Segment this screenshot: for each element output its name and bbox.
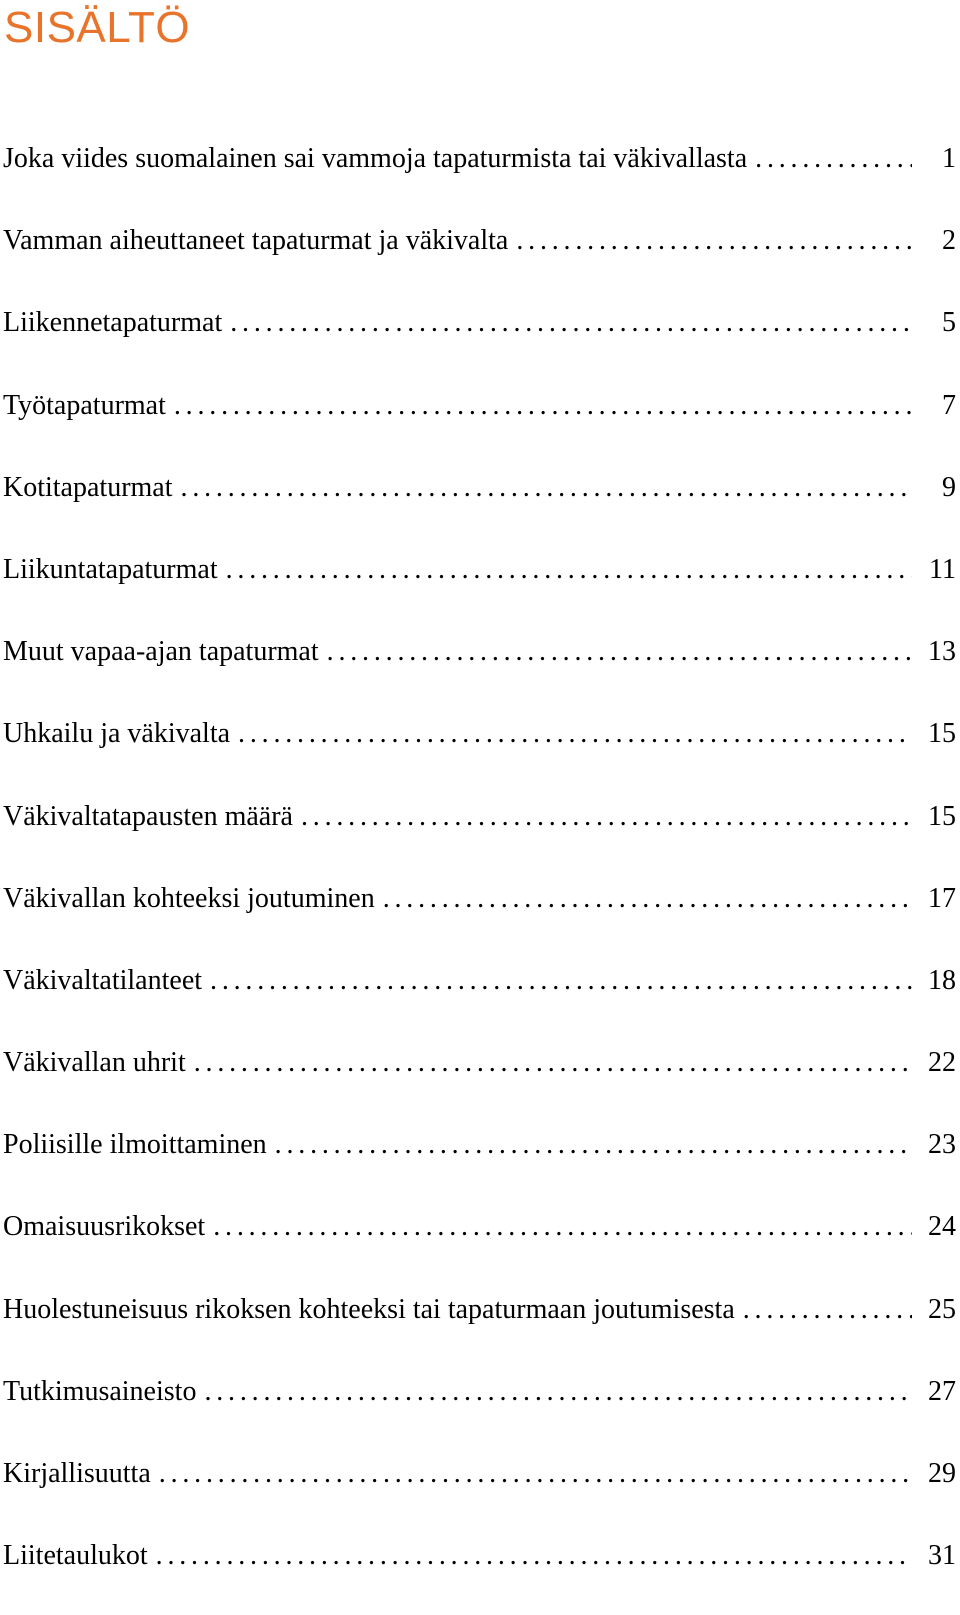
toc-entry-page: 27 [928, 1375, 956, 1407]
toc-entry [0, 711, 960, 793]
toc-entry-page: 2 [942, 225, 956, 257]
toc-dot-leader [204, 1369, 912, 1415]
toc-entry-page: 24 [928, 1211, 956, 1243]
toc-entry [0, 794, 960, 876]
toc-dot-leader [327, 629, 912, 675]
toc-entry-title: Huolestuneisuus rikoksen kohteeksi tai tapaturmaan joutumisesta [3, 1293, 735, 1325]
page-title: SISÄLTÖ [4, 3, 191, 52]
toc-entry-title: Kirjallisuutta [3, 1458, 151, 1489]
toc-entry-page: 15 [928, 800, 956, 832]
toc-entry [0, 300, 960, 382]
toc-entry-title: Työtapaturmat [3, 389, 166, 421]
toc-dot-leader [174, 383, 912, 429]
toc-entry-title: Vamman aiheuttaneet tapaturmat ja väkivalta [3, 225, 509, 257]
toc-entry [0, 876, 960, 958]
toc-dot-leader [238, 711, 912, 757]
toc-entry [0, 1122, 960, 1204]
toc-entry-title: Liitetaulukot [3, 1540, 148, 1572]
toc-entry-title: Väkivaltatapausten määrä [3, 800, 293, 832]
toc-entry-page: 15 [928, 718, 956, 750]
toc-entry-page: 13 [928, 636, 956, 668]
toc-entry-page: 31 [928, 1540, 956, 1572]
toc-entry [0, 1204, 960, 1286]
toc-dot-leader [226, 547, 912, 593]
toc-entry-page: 22 [928, 1047, 956, 1079]
toc-entry [0, 383, 960, 465]
toc-dot-leader [383, 876, 912, 922]
toc-entry-title: Poliisille ilmoittaminen [3, 1129, 267, 1161]
toc-entry [0, 958, 960, 1040]
toc-dot-leader [213, 1204, 912, 1250]
toc-entry-page: 25 [928, 1293, 956, 1325]
toc-entry-title: Tutkimusaineisto [3, 1375, 197, 1407]
toc-entry-title: Väkivaltatilanteet [3, 964, 203, 996]
toc-dot-leader [156, 1533, 912, 1579]
toc-dot-leader [755, 136, 912, 182]
toc-entry [0, 1287, 960, 1369]
toc-dot-leader [194, 1040, 912, 1086]
toc-entry [0, 218, 960, 300]
toc-dot-leader [301, 794, 912, 840]
toc-entry-title: Liikuntatapaturmat [3, 553, 218, 585]
toc-dot-leader [210, 958, 912, 1004]
toc-entry [0, 465, 960, 547]
toc-dot-leader [181, 465, 912, 511]
toc-entry [0, 1533, 960, 1615]
toc-entry [0, 1040, 960, 1122]
toc-dot-leader [743, 1287, 912, 1333]
toc-entry [0, 136, 960, 218]
toc-entry-title: Omaisuusrikokset [3, 1211, 206, 1243]
toc-entry-page: 29 [928, 1458, 956, 1489]
toc-entry-page: 18 [928, 964, 956, 996]
toc-entry [0, 629, 960, 711]
toc-entry-title: Liikennetapaturmat [3, 307, 223, 339]
toc-entry-page: 17 [928, 882, 956, 914]
toc-entry-page: 5 [942, 307, 956, 339]
table-of-contents [0, 136, 960, 1615]
toc-dot-leader [516, 218, 912, 264]
toc-entry-page: 23 [928, 1129, 956, 1161]
toc-dot-leader [230, 300, 912, 346]
toc-entry-title: Muut vapaa-ajan tapaturmat [3, 636, 319, 668]
toc-entry [0, 1451, 960, 1533]
toc-dot-leader [275, 1122, 912, 1168]
toc-entry-page: 1 [942, 143, 956, 174]
toc-entry [0, 547, 960, 629]
toc-entry-title: Kotitapaturmat [3, 471, 173, 503]
toc-entry-page: 11 [929, 553, 956, 585]
toc-entry-page: 7 [942, 389, 956, 421]
toc-entry-title: Joka viides suomalainen sai vammoja tapaturmista tai väkivallasta [3, 143, 748, 174]
toc-entry-title: Väkivallan kohteeksi joutuminen [3, 882, 375, 914]
toc-entry-page: 9 [942, 471, 956, 503]
toc-dot-leader [159, 1451, 912, 1497]
toc-entry [0, 1369, 960, 1451]
toc-entry-title: Uhkailu ja väkivalta [3, 718, 231, 750]
toc-entry-title: Väkivallan uhrit [3, 1047, 186, 1079]
